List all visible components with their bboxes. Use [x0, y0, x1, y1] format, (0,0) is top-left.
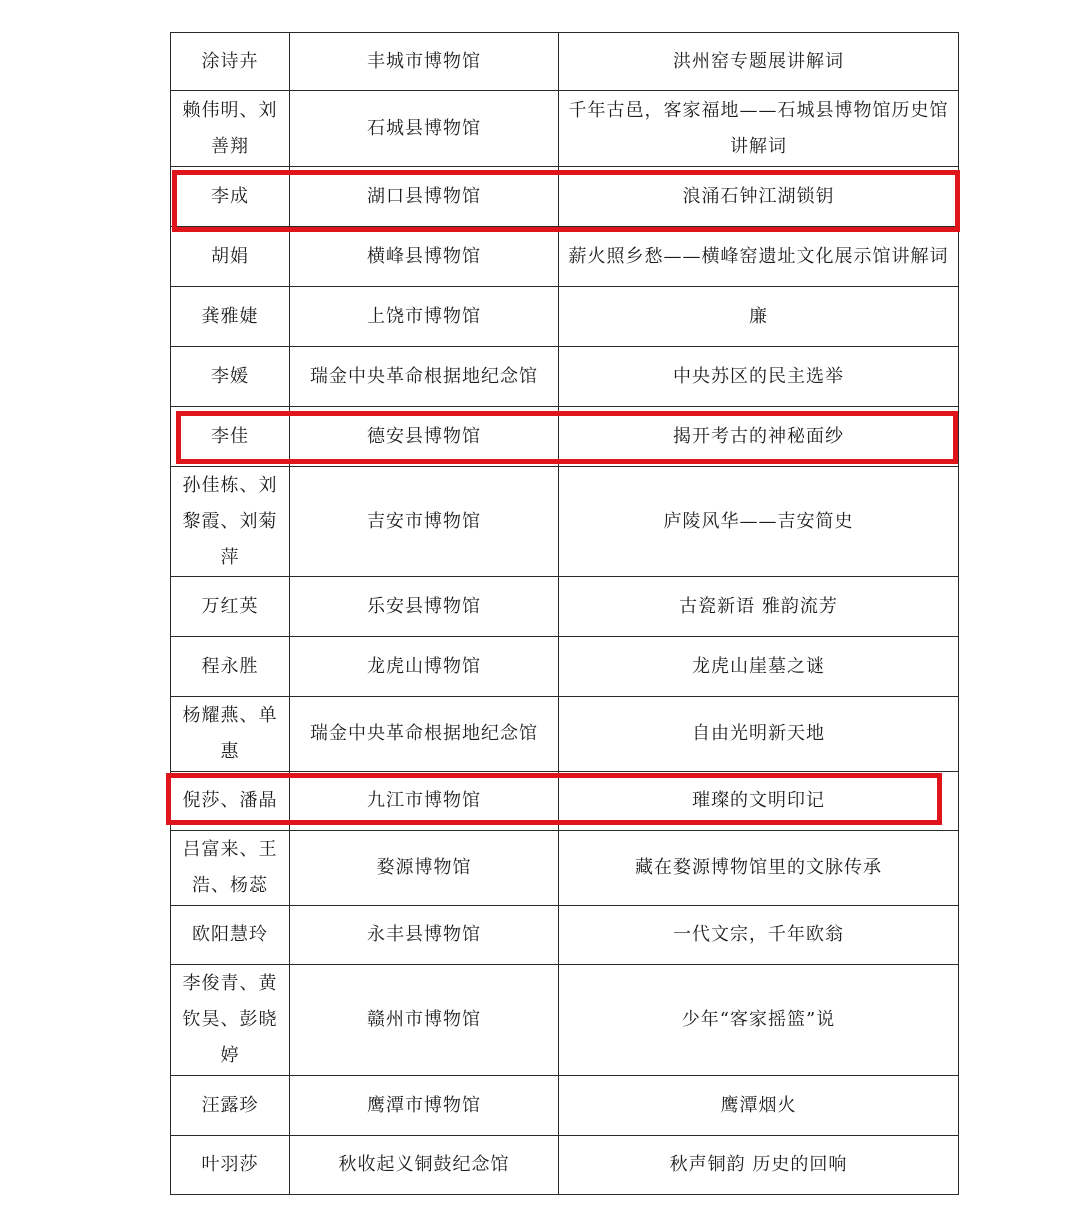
museum-cell: 秋收起义铜鼓纪念馆 — [290, 1136, 559, 1195]
museum-cell: 婺源博物馆 — [290, 831, 559, 906]
title-cell: 龙虎山崖墓之谜 — [559, 637, 959, 697]
museum-cell: 吉安市博物馆 — [290, 467, 559, 577]
author-cell: 赖伟明、刘善翔 — [171, 91, 290, 167]
author-cell: 龚雅婕 — [171, 287, 290, 347]
museum-cell: 赣州市博物馆 — [290, 965, 559, 1076]
title-cell: 少年“客家摇篮”说 — [559, 965, 959, 1076]
museum-cell: 九江市博物馆 — [290, 772, 559, 831]
table-row — [171, 33, 959, 91]
museum-cell: 瑞金中央革命根据地纪念馆 — [290, 347, 559, 407]
table-row — [171, 1136, 959, 1195]
title-cell: 洪州窑专题展讲解词 — [559, 33, 959, 91]
title-cell: 古瓷新语 雅韵流芳 — [559, 577, 959, 637]
author-cell: 李媛 — [171, 347, 290, 407]
title-cell: 廉 — [559, 287, 959, 347]
table-row — [171, 697, 959, 772]
author-cell: 孙佳栋、刘黎霞、刘菊萍 — [171, 467, 290, 577]
museum-cell: 上饶市博物馆 — [290, 287, 559, 347]
title-cell: 藏在婺源博物馆里的文脉传承 — [559, 831, 959, 906]
author-cell: 欧阳慧玲 — [171, 906, 290, 965]
table-row — [171, 467, 959, 577]
title-cell: 浪涌石钟江湖锁钥 — [559, 167, 959, 227]
title-cell: 中央苏区的民主选举 — [559, 347, 959, 407]
author-cell: 李佳 — [171, 407, 290, 467]
title-cell: 薪火照乡愁——横峰窑遗址文化展示馆讲解词 — [559, 227, 959, 287]
author-cell: 涂诗卉 — [171, 33, 290, 91]
museum-cell: 龙虎山博物馆 — [290, 637, 559, 697]
author-cell: 万红英 — [171, 577, 290, 637]
title-cell: 揭开考古的神秘面纱 — [559, 407, 959, 467]
author-cell: 吕富来、王浩、杨蕊 — [171, 831, 290, 906]
museum-cell: 瑞金中央革命根据地纪念馆 — [290, 697, 559, 772]
title-cell: 秋声铜韵 历史的回响 — [559, 1136, 959, 1195]
author-cell: 李俊青、黄钦昊、彭晓婷 — [171, 965, 290, 1076]
author-cell: 李成 — [171, 167, 290, 227]
awards-table — [170, 32, 959, 1195]
title-cell: 鹰潭烟火 — [559, 1076, 959, 1136]
author-cell: 汪露珍 — [171, 1076, 290, 1136]
table-row — [171, 227, 959, 287]
table-row — [171, 1076, 959, 1136]
title-cell: 一代文宗，千年欧翁 — [559, 906, 959, 965]
table-row — [171, 287, 959, 347]
table-row — [171, 965, 959, 1076]
table-row — [171, 831, 959, 906]
table-row — [171, 347, 959, 407]
awards-table-body — [171, 33, 959, 1195]
table-row — [171, 906, 959, 965]
museum-cell: 丰城市博物馆 — [290, 33, 559, 91]
museum-cell: 永丰县博物馆 — [290, 906, 559, 965]
title-cell: 璀璨的文明印记 — [559, 772, 959, 831]
title-cell: 自由光明新天地 — [559, 697, 959, 772]
museum-cell: 乐安县博物馆 — [290, 577, 559, 637]
table-row — [171, 577, 959, 637]
table-row — [171, 772, 959, 831]
table-row — [171, 637, 959, 697]
museum-cell: 湖口县博物馆 — [290, 167, 559, 227]
author-cell: 杨耀燕、单惠 — [171, 697, 290, 772]
table-row — [171, 167, 959, 227]
museum-cell: 石城县博物馆 — [290, 91, 559, 167]
author-cell: 叶羽莎 — [171, 1136, 290, 1195]
table-row — [171, 407, 959, 467]
title-cell: 庐陵风华——吉安简史 — [559, 467, 959, 577]
museum-cell: 德安县博物馆 — [290, 407, 559, 467]
table-row — [171, 91, 959, 167]
author-cell: 胡娟 — [171, 227, 290, 287]
title-cell: 千年古邑，客家福地——石城县博物馆历史馆讲解词 — [559, 91, 959, 167]
museum-cell: 横峰县博物馆 — [290, 227, 559, 287]
author-cell: 倪莎、潘晶 — [171, 772, 290, 831]
author-cell: 程永胜 — [171, 637, 290, 697]
museum-cell: 鹰潭市博物馆 — [290, 1076, 559, 1136]
